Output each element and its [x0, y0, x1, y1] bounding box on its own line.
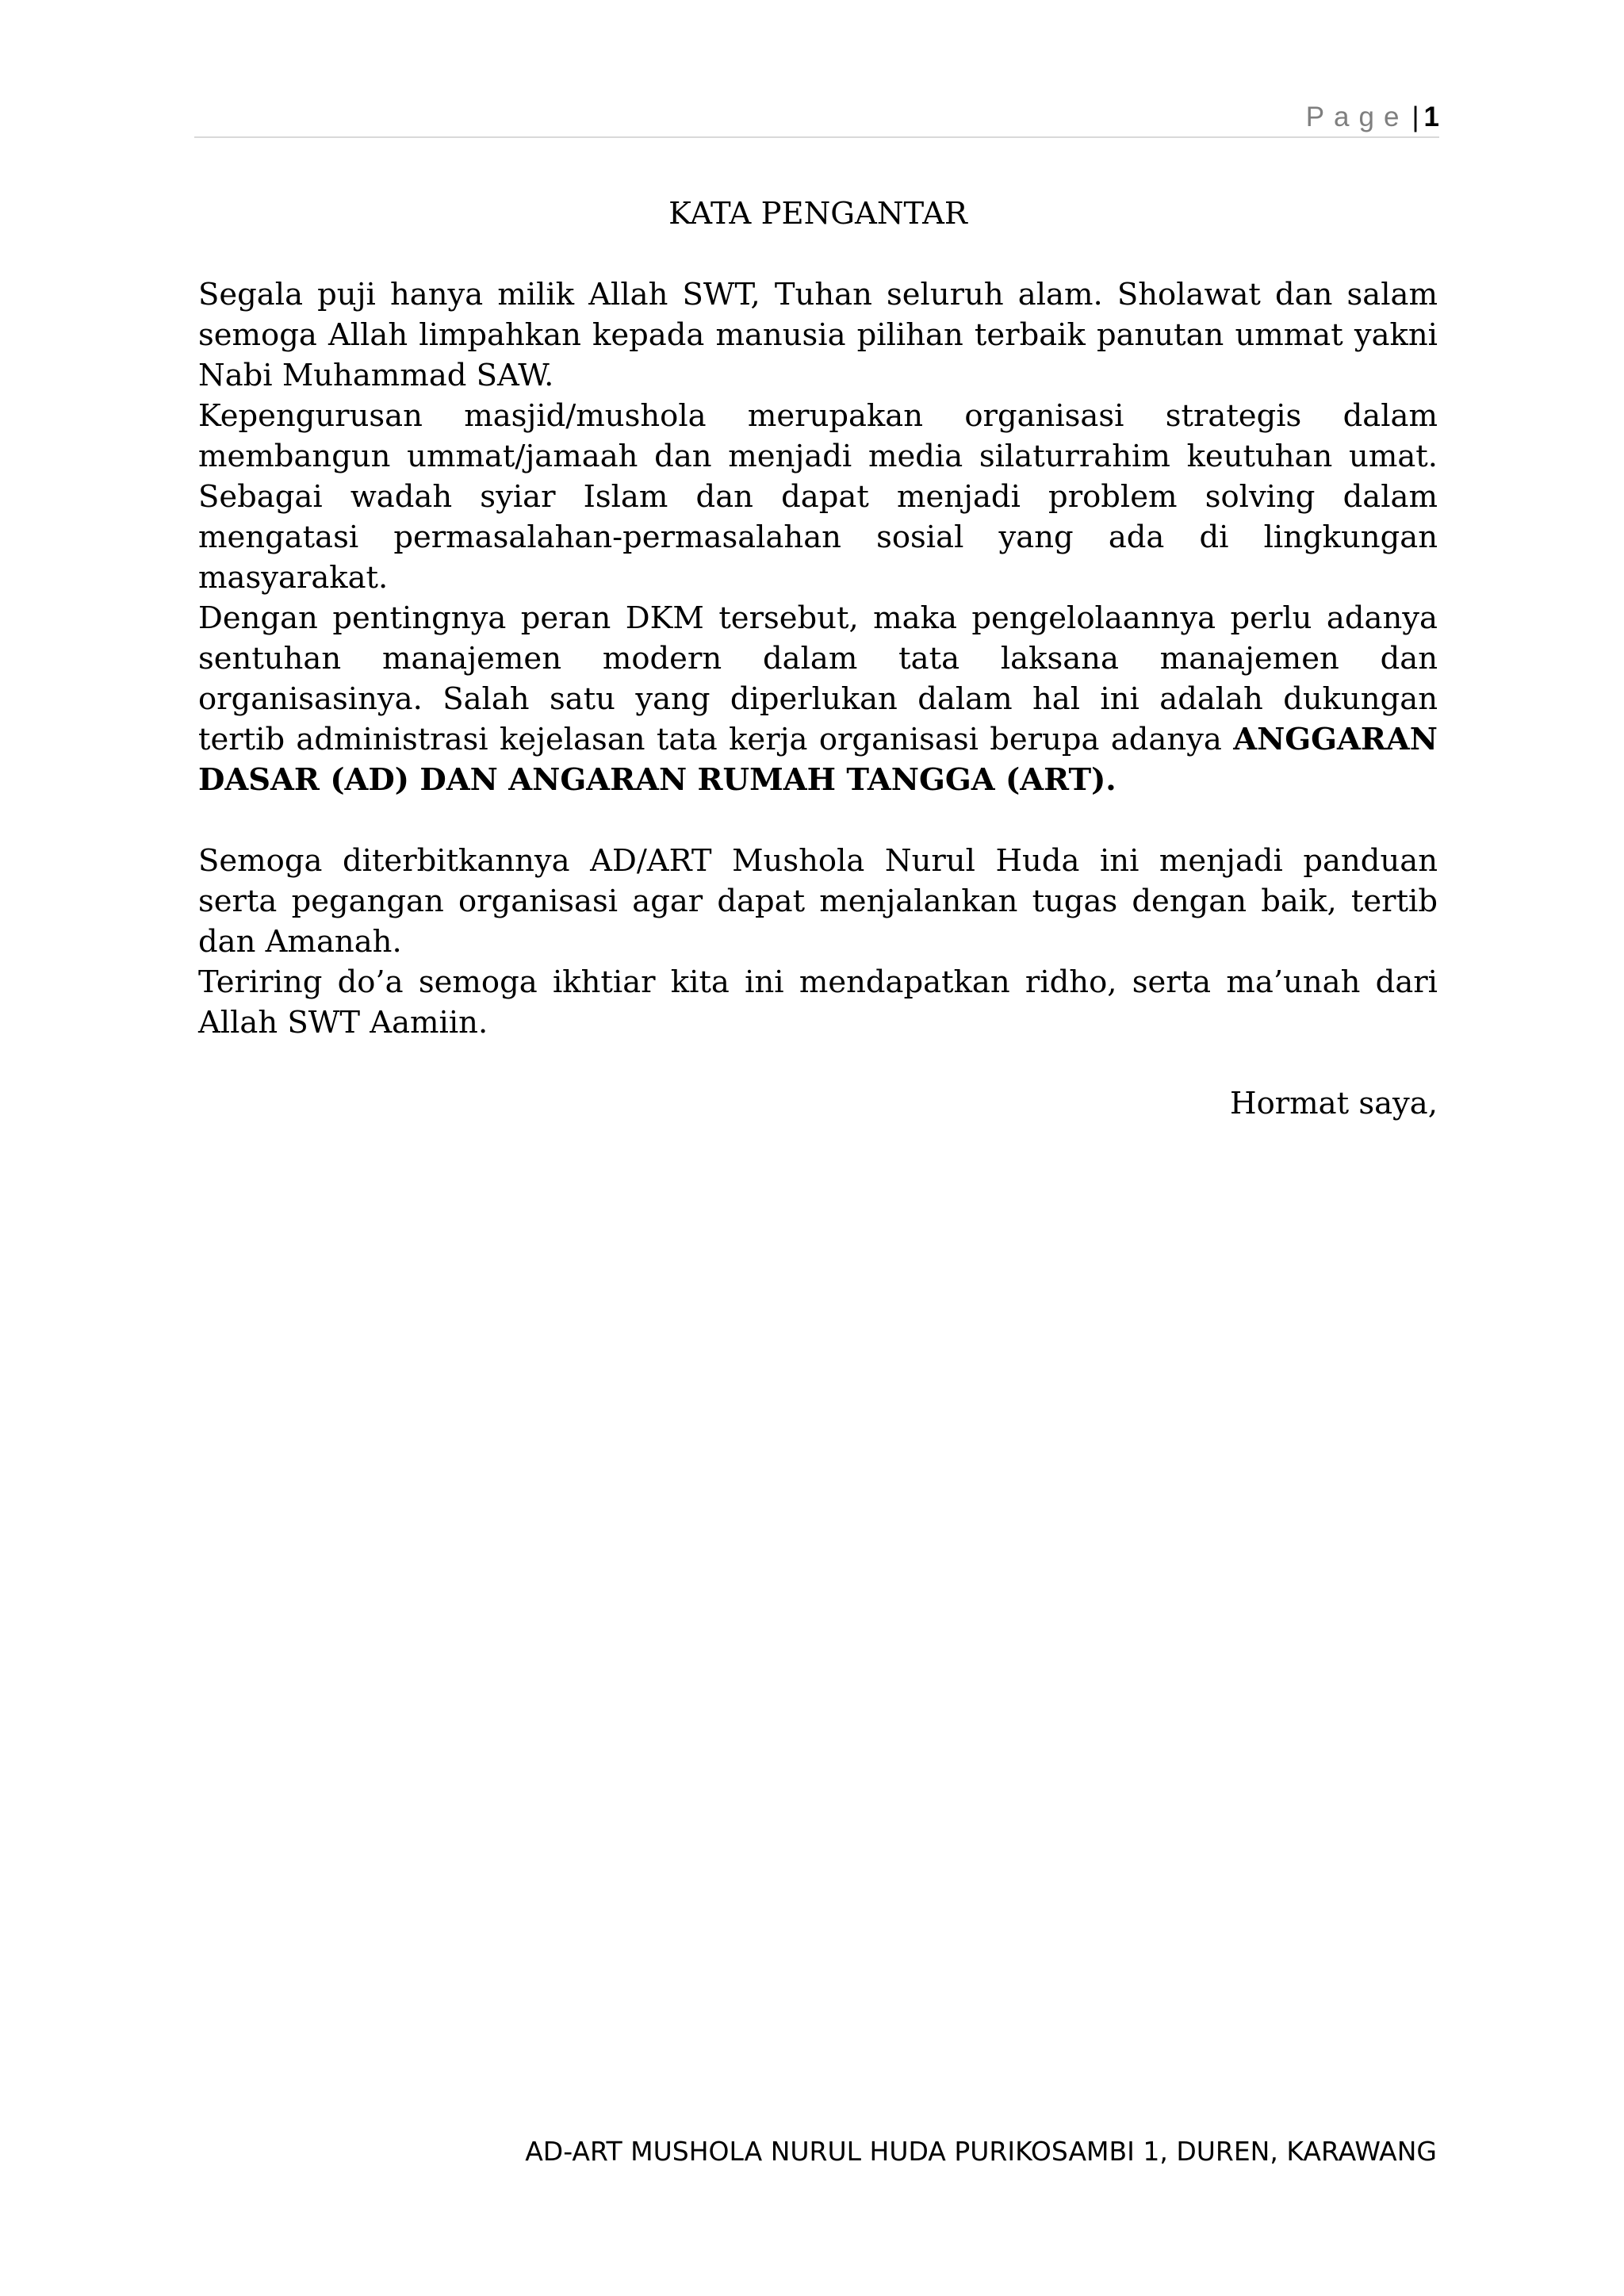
paragraph-management	[198, 598, 1438, 800]
paragraph-prayer: Teriring do’a semoga ikhtiar kita ini mendapatkan ridho, serta ma’unah dari Allah SWT Aamiin.	[198, 964, 1438, 1041]
paragraph-opening: Segala puji hanya milik Allah SWT, Tuhan seluruh alam. Sholawat dan salam semoga Allah limpahkan kepada manusia pilihan terbaik panutan ummat yakni Nabi Muhammad SAW.	[198, 277, 1438, 393]
paragraph-publication: Semoga diterbitkannya AD/ART Mushola Nurul Huda ini menjadi panduan serta pegangan organisasi agar dapat menjalankan tugas dengan baik, tertib dan Amanah.	[198, 843, 1438, 960]
paragraph-gap	[198, 1043, 1438, 1083]
closing-salutation: Hormat saya,	[1230, 1086, 1438, 1121]
page-footer: AD-ART MUSHOLA NURUL HUDA PURIKOSAMBI 1, DUREN, KARAWANG	[525, 2136, 1437, 2167]
paragraph-organization: Kepengurusan masjid/mushola merupakan organisasi strategis dalam membangun ummat/jamaah dan menjadi media silaturrahim keutuhan umat. Sebagai wadah syiar Islam dan dapat menjadi problem solving dalam mengatasi permasalahan-permasalahan sosial yang ada di lingkungan masyarakat.	[198, 398, 1438, 596]
document-title: KATA PENGANTAR	[668, 196, 967, 232]
page-header	[194, 97, 1439, 138]
page-number-indicator	[1306, 102, 1439, 133]
document-body	[198, 194, 1438, 1124]
paragraph-management-text: Dengan pentingnya peran DKM tersebut, maka pengelolaannya perlu adanya sentuhan manajemen modern dalam tata laksana manajemen dan organisasinya. Salah satu yang diperlukan dalam hal ini adalah dukungan tertib administrasi kejelasan tata kerja organisasi berupa adanya	[198, 600, 1438, 757]
page-number: 1	[1423, 102, 1439, 132]
paragraph-gap	[198, 800, 1438, 841]
page-separator: |	[1411, 102, 1419, 132]
page-label: Page	[1305, 102, 1409, 132]
paragraph-management-emphasis: ANGGARAN DASAR (AD) DAN ANGARAN RUMAH TANGGA (ART).	[198, 722, 1438, 798]
